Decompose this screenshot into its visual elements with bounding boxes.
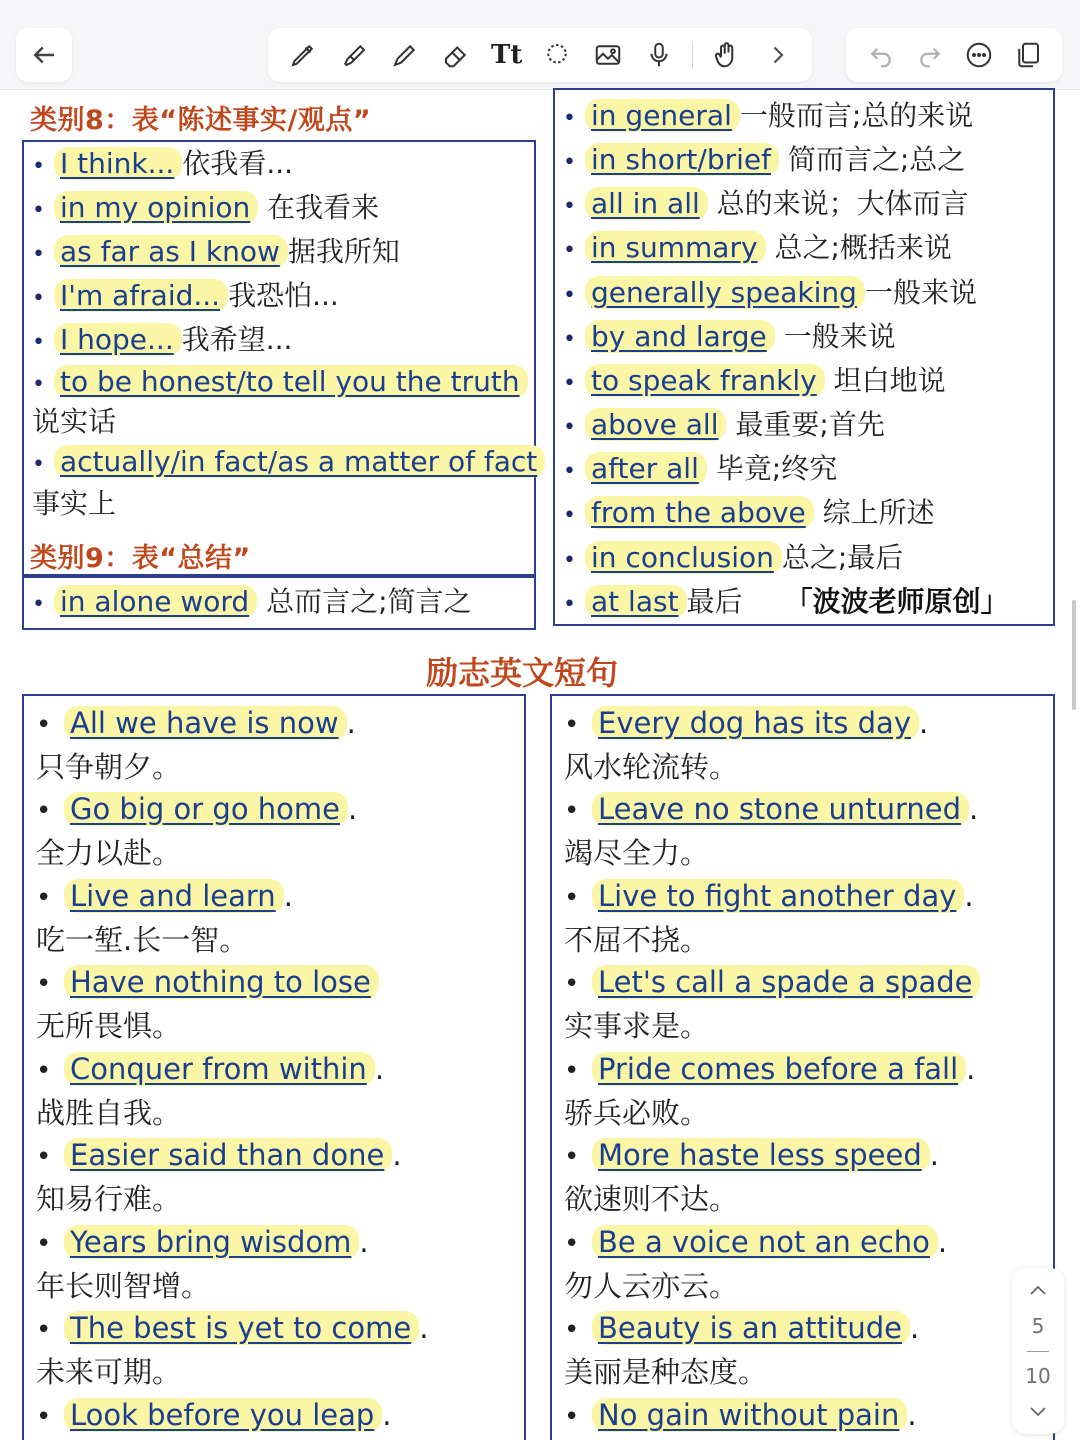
bullet: • xyxy=(32,286,45,311)
motto-period: . xyxy=(283,879,293,913)
motto-en xyxy=(36,1396,392,1436)
motto-period: . xyxy=(969,792,979,826)
phrase-zh: 总的来说；大体而言 xyxy=(707,187,969,220)
motto-period: . xyxy=(907,1398,917,1432)
scrollbar-thumb[interactable] xyxy=(1072,600,1076,710)
bullet: • xyxy=(564,796,580,826)
phrase-zh: 事实上 xyxy=(32,487,117,520)
text-tool-icon[interactable]: Tt xyxy=(490,40,523,70)
motto-en-text: Live to fight another day xyxy=(592,879,964,913)
bullet: • xyxy=(32,452,45,477)
bullet: • xyxy=(32,198,45,223)
motto-period: . xyxy=(374,1052,385,1086)
category9-box xyxy=(22,576,536,630)
bullet: • xyxy=(563,194,576,219)
motto-en-text: Conquer from within xyxy=(64,1052,375,1086)
phrase-zh: 综上所述 xyxy=(813,496,935,529)
current-page: 5 xyxy=(1031,1314,1045,1339)
bullet: • xyxy=(32,330,45,355)
bullet: • xyxy=(36,796,52,826)
bullet: • xyxy=(563,106,576,131)
list-item xyxy=(32,146,293,185)
list-item xyxy=(563,275,977,314)
redo-icon[interactable] xyxy=(912,37,948,73)
phrase-en: all in all xyxy=(585,187,708,220)
motto-zh: 未来可期。 xyxy=(36,1355,182,1389)
bullet: • xyxy=(32,372,45,397)
note-canvas xyxy=(0,90,1080,1440)
bullet: • xyxy=(563,503,576,528)
bullet: • xyxy=(563,592,576,617)
list-item xyxy=(32,278,339,317)
author-credit: 「波波老师原创」 xyxy=(784,585,1009,618)
motto-zh: 美丽是种态度。 xyxy=(564,1355,768,1389)
phrase-en: in general xyxy=(585,99,740,132)
phrase-zh: 坦白地说 xyxy=(824,364,946,397)
eraser-icon[interactable] xyxy=(438,37,474,73)
page-divider xyxy=(1027,1351,1049,1352)
phrase-en: in short/brief xyxy=(585,143,779,176)
motto-en xyxy=(564,790,978,830)
back-button[interactable] xyxy=(16,28,72,82)
total-pages: 10 xyxy=(1025,1363,1051,1388)
motto-en-text: No gain without pain xyxy=(592,1398,907,1432)
motto-period: . xyxy=(937,1225,948,1259)
bullet: • xyxy=(564,969,580,999)
list-item xyxy=(563,407,885,446)
motto-zh: 勿人云亦云。 xyxy=(564,1269,739,1303)
bullet: • xyxy=(36,1229,52,1259)
list-item xyxy=(563,495,935,534)
toolbar-divider xyxy=(692,42,693,68)
phrase-zh: 总之;概括来说 xyxy=(765,231,952,264)
motto-en-text: Be a voice not an echo xyxy=(592,1225,938,1259)
phrase-en: in conclusion xyxy=(585,541,782,574)
pen-icon[interactable] xyxy=(285,37,321,73)
motto-en xyxy=(36,790,357,830)
motto-en-text: Years bring wisdom xyxy=(64,1225,359,1259)
motto-zh: 实事求是。 xyxy=(564,1009,710,1043)
list-item xyxy=(563,186,969,225)
list-item xyxy=(563,142,965,181)
bullet: • xyxy=(563,415,576,440)
motto-en xyxy=(36,704,356,744)
phrase-zh: 据我所知 xyxy=(287,235,400,268)
drawing-tools xyxy=(268,28,812,82)
motto-en xyxy=(36,1309,428,1349)
chevron-up-icon[interactable] xyxy=(1028,1278,1048,1302)
motto-heading: 励志英文短句 xyxy=(426,654,619,692)
more-icon[interactable] xyxy=(961,37,997,73)
list-item xyxy=(32,322,292,361)
bullet: • xyxy=(32,592,45,617)
bullet: • xyxy=(564,1056,580,1086)
motto-en xyxy=(564,1396,917,1436)
image-icon[interactable] xyxy=(590,37,626,73)
motto-en-text: Let's call a spade a spade xyxy=(592,965,980,999)
top-toolbar xyxy=(0,0,1080,90)
motto-en-text: All we have is now xyxy=(64,706,347,740)
motto-period: . xyxy=(419,1311,429,1345)
category9-heading: 类别9：表“总结” xyxy=(30,543,251,574)
list-item xyxy=(563,584,1009,623)
list-item xyxy=(563,540,903,579)
motto-en xyxy=(36,1136,402,1176)
bullet: • xyxy=(36,1142,52,1172)
phrase-zh: 总之;最后 xyxy=(781,541,904,574)
motto-zh: 知易行难。 xyxy=(36,1182,182,1216)
pages-icon[interactable] xyxy=(1010,37,1046,73)
phrase-zh: 我恐怕... xyxy=(228,279,339,312)
bullet: • xyxy=(563,283,576,308)
mottos-left-box xyxy=(22,694,526,1440)
motto-en-text: More haste less speed xyxy=(592,1138,930,1172)
bullet: • xyxy=(564,1315,580,1345)
phrase-zh: 一般而言;总的来说 xyxy=(739,99,974,132)
motto-zh: 不屈不挠。 xyxy=(564,923,710,957)
bullet: • xyxy=(36,1402,52,1432)
hand-draw-icon[interactable] xyxy=(708,37,744,73)
lasso-icon[interactable] xyxy=(539,37,575,73)
bullet: • xyxy=(36,969,52,999)
list-item xyxy=(32,444,545,483)
mottos-right-box xyxy=(550,694,1055,1440)
motto-en-text: Easier said than done xyxy=(64,1138,392,1172)
bullet: • xyxy=(36,710,52,740)
list-item xyxy=(32,234,400,273)
chevron-right-icon[interactable] xyxy=(759,37,795,73)
motto-zh: 全力以赴。 xyxy=(36,836,182,870)
list-item xyxy=(32,364,528,403)
motto-en xyxy=(36,963,379,1003)
motto-en-text: Have nothing to lose xyxy=(64,965,379,999)
summary-phrases-box xyxy=(553,88,1055,626)
motto-zh: 年长则智增。 xyxy=(36,1269,211,1303)
phrase-zh: 总而言之;简言之 xyxy=(257,585,472,618)
motto-zh: 战胜自我。 xyxy=(36,1096,182,1130)
bullet: • xyxy=(32,154,45,179)
phrase-en: from the above xyxy=(585,496,814,529)
phrase-zh: 在我看来 xyxy=(258,191,380,224)
motto-en xyxy=(564,877,974,917)
motto-en-text: Beauty is an attitude xyxy=(592,1311,910,1345)
phrase-en: as far as I know xyxy=(54,235,288,268)
highlighter-icon[interactable] xyxy=(336,37,372,73)
bullet: • xyxy=(563,548,576,573)
motto-en xyxy=(564,1309,919,1349)
motto-en-text: The best is yet to come xyxy=(64,1311,419,1345)
bullet: • xyxy=(32,242,45,267)
motto-period: . xyxy=(964,879,974,913)
motto-en xyxy=(36,1050,384,1090)
motto-en xyxy=(36,1223,369,1263)
phrase-en: generally speaking xyxy=(585,276,865,309)
list-item xyxy=(563,363,946,402)
phrase-zh: 简而言之;总之 xyxy=(778,143,966,176)
phrase-en: in my opinion xyxy=(54,191,258,224)
pencil-icon[interactable] xyxy=(387,37,423,73)
motto-zh: 欲速则不达。 xyxy=(564,1182,739,1216)
phrase-en: in alone word xyxy=(54,585,257,618)
motto-zh: 吃一堑.长一智。 xyxy=(36,923,249,957)
list-item xyxy=(563,230,952,269)
motto-period: . xyxy=(918,706,929,740)
motto-period: . xyxy=(392,1138,402,1172)
list-item xyxy=(563,451,837,490)
list-item xyxy=(32,190,379,229)
list-item xyxy=(563,319,896,358)
bullet: • xyxy=(563,238,576,263)
phrase-zh: 一般来说 xyxy=(864,276,977,309)
motto-period: . xyxy=(348,792,358,826)
history-actions xyxy=(846,28,1062,82)
phrase-en: actually/in fact/as a matter of fact xyxy=(54,445,545,478)
phrase-en: in summary xyxy=(585,231,766,264)
chevron-down-icon[interactable] xyxy=(1028,1400,1048,1424)
phrase-zh: 依我看... xyxy=(182,147,294,180)
phrase-en: I think... xyxy=(54,147,182,180)
arrow-left-icon xyxy=(26,37,62,73)
motto-en xyxy=(564,1050,975,1090)
motto-zh: 风水轮流转。 xyxy=(564,750,739,784)
phrase-en: at last xyxy=(585,585,687,618)
category8-box xyxy=(22,140,536,576)
phrase-en: to speak frankly xyxy=(585,364,825,397)
motto-en xyxy=(564,704,928,744)
motto-en-text: Live and learn xyxy=(64,879,284,913)
bullet: • xyxy=(564,1229,580,1259)
motto-en xyxy=(564,963,980,1003)
phrase-en: after all xyxy=(585,452,707,485)
motto-en-text: Go big or go home xyxy=(64,792,348,826)
motto-period: . xyxy=(346,706,356,740)
bullet: • xyxy=(564,1142,580,1172)
phrase-zh: 最重要;首先 xyxy=(726,408,885,441)
phrase-en: I'm afraid... xyxy=(54,279,228,312)
bullet: • xyxy=(36,1315,52,1345)
phrase-zh: 说实话 xyxy=(32,405,117,438)
motto-zh: 只争朝夕。 xyxy=(36,750,182,784)
category8-heading: 类别8：表“陈述事实/观点” xyxy=(30,105,372,136)
microphone-icon[interactable] xyxy=(641,37,677,73)
bullet: • xyxy=(564,1402,580,1432)
motto-period: . xyxy=(909,1311,920,1345)
motto-period: . xyxy=(359,1225,369,1259)
bullet: • xyxy=(563,150,576,175)
phrase-zh: 毕竟;终究 xyxy=(706,452,838,485)
motto-en-text: Leave no stone unturned xyxy=(592,792,969,826)
bullet: • xyxy=(36,883,52,913)
bullet: • xyxy=(564,883,580,913)
motto-en xyxy=(36,877,293,917)
page-navigator xyxy=(1012,1268,1064,1434)
bullet: • xyxy=(563,371,576,396)
list-item xyxy=(563,98,973,137)
motto-zh: 无所畏惧。 xyxy=(36,1009,182,1043)
phrase-zh: 一般来说 xyxy=(774,320,896,353)
phrase-en: by and large xyxy=(585,320,775,353)
phrase-en: to be honest/to tell you the truth xyxy=(54,365,528,398)
bullet: • xyxy=(36,1056,52,1086)
phrase-en: I hope... xyxy=(54,323,182,356)
motto-period: . xyxy=(929,1138,939,1172)
motto-en xyxy=(564,1223,947,1263)
undo-icon[interactable] xyxy=(863,37,899,73)
motto-en-text: Look before you leap xyxy=(64,1398,382,1432)
motto-zh: 骄兵必败。 xyxy=(564,1096,710,1130)
motto-en xyxy=(564,1136,939,1176)
bullet: • xyxy=(564,710,580,740)
list-item xyxy=(32,584,472,623)
motto-period: . xyxy=(382,1398,392,1432)
bullet: • xyxy=(563,327,576,352)
motto-period: . xyxy=(966,1052,976,1086)
phrase-zh: 最后 xyxy=(686,585,743,618)
phrase-zh: 我希望... xyxy=(181,323,293,356)
motto-en-text: Pride comes before a fall xyxy=(592,1052,966,1086)
bullet: • xyxy=(563,459,576,484)
motto-zh: 竭尽全力。 xyxy=(564,836,710,870)
motto-en-text: Every dog has its day xyxy=(592,706,919,740)
phrase-en: above all xyxy=(585,408,726,441)
